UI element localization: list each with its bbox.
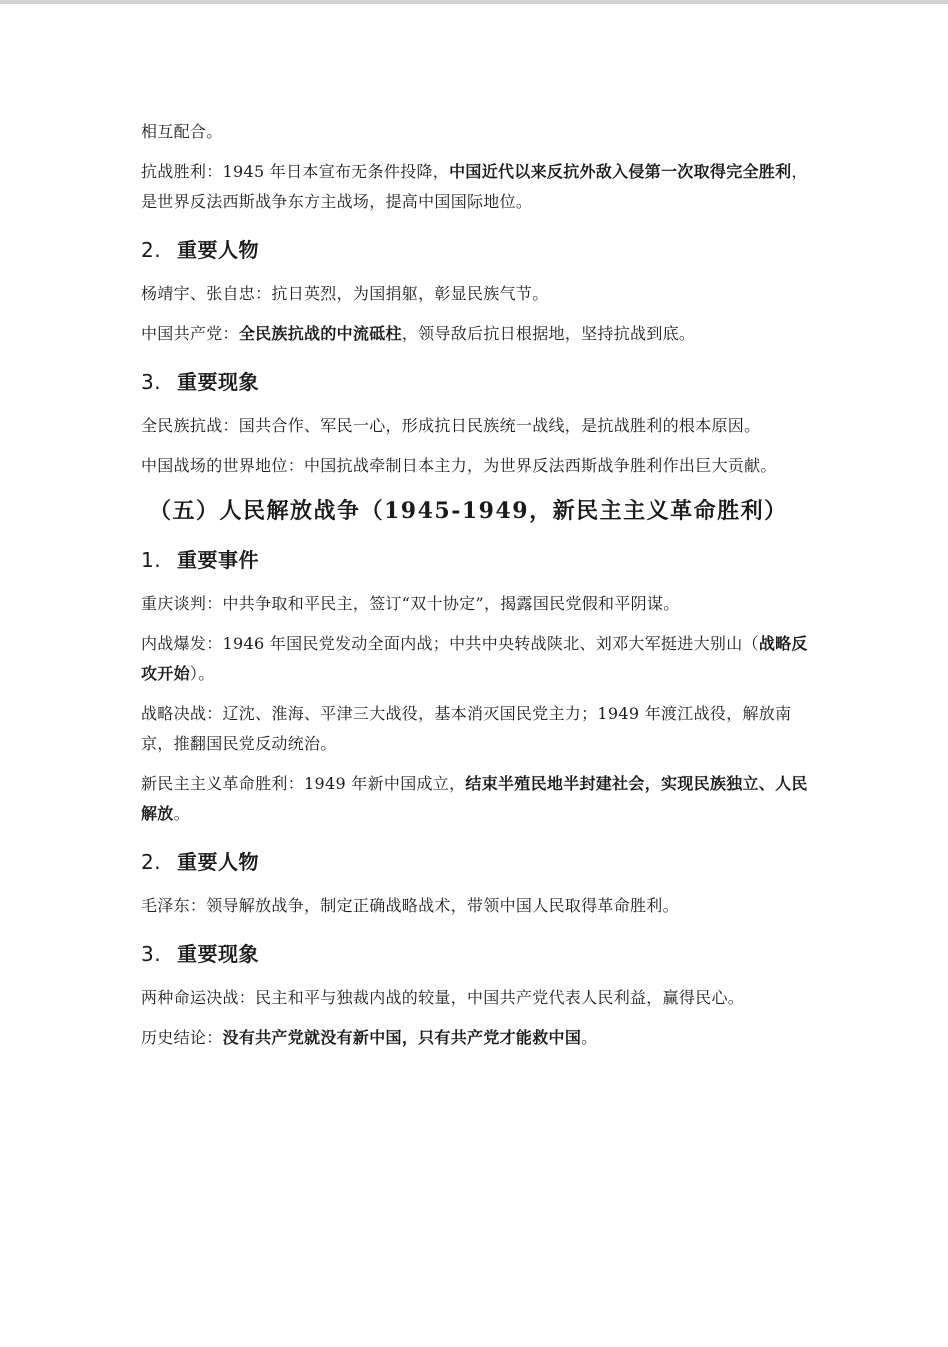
text-run: ）。 [189, 664, 215, 683]
paragraph [141, 983, 813, 1013]
heading-number: 3. [141, 942, 162, 966]
subsection-heading [141, 847, 813, 877]
heading-number: 2. [141, 238, 162, 262]
heading-text: 重要人物 [177, 238, 259, 262]
text-run: 新民主主义革命胜利：1949 年新中国成立， [141, 774, 466, 793]
paragraph [141, 157, 813, 217]
text-run: 中国战场的世界地位：中国抗战牵制日本主力，为世界反法西斯战争胜利作出巨大贡献。 [141, 456, 777, 475]
text-run: ，领导敌后抗日根据地，坚持抗战到底。 [401, 324, 696, 343]
heading-text: 重要人物 [177, 850, 259, 874]
subsection-heading [141, 235, 813, 265]
paragraph [141, 891, 813, 921]
paragraph [141, 451, 813, 481]
subsection-heading [141, 367, 813, 397]
text-run: 抗战胜利：1945 年日本宣布无条件投降， [141, 162, 450, 181]
text-run: 全民族抗战：国共合作、军民一心，形成抗日民族统一战线，是抗战胜利的根本原因。 [141, 416, 761, 435]
paragraph [141, 629, 813, 689]
heading-number: 1. [141, 548, 162, 572]
bold-text: 全民族抗战的中流砥柱 [238, 324, 402, 343]
page-top-edge [0, 0, 948, 4]
paragraph [141, 769, 813, 829]
paragraph [141, 1023, 813, 1053]
heading-number: 2. [141, 850, 162, 874]
paragraph [141, 117, 813, 147]
document-page [141, 117, 813, 1063]
text-run: 杨靖宇、张自忠：抗日英烈，为国捐躯，彰显民族气节。 [141, 284, 549, 303]
paragraph [141, 279, 813, 309]
paragraph [141, 699, 813, 759]
text-run: ，是世界反法西斯战争东方主战场，提高中国国际地位。 [141, 162, 808, 211]
bold-text: 没有共产党就没有新中国，只有共产党才能救中国 [222, 1028, 582, 1047]
text-run: 。 [581, 1028, 598, 1047]
heading-text: 重要现象 [177, 370, 259, 394]
subsection-heading [141, 939, 813, 969]
paragraph [141, 319, 813, 349]
heading-text: 重要事件 [177, 548, 259, 572]
text-run: 。 [173, 804, 190, 823]
text-run: 战略决战：辽沈、淮海、平津三大战役，基本消灭国民党主力；1949 年渡江战役，解放南京，推翻国民党反动统治。 [141, 704, 792, 753]
heading-text: 重要现象 [177, 942, 259, 966]
text-run: 内战爆发：1946 年国民党发动全面内战；中共中央转战陕北、刘邓大军挺进大别山（ [141, 634, 759, 653]
text-run: 中国共产党： [141, 324, 239, 343]
text-run: 毛泽东：领导解放战争，制定正确战略战术，带领中国人民取得革命胜利。 [141, 896, 679, 915]
bold-text: 中国近代以来反抗外敌入侵第一次取得完全胜利 [449, 162, 792, 181]
bold-text: 战略反攻开始 [141, 634, 808, 683]
section-heading: （五）人民解放战争（1945-1949，新民主主义革命胜利） [149, 498, 788, 524]
text-run: 两种命运决战：民主和平与独裁内战的较量，中国共产党代表人民利益，赢得民心。 [141, 988, 745, 1007]
text-run: 重庆谈判：中共争取和平民主，签订“双十协定”，揭露国民党假和平阴谋。 [141, 594, 680, 613]
heading-number: 3. [141, 370, 162, 394]
subsection-heading [141, 545, 813, 575]
text-run: 相互配合。 [141, 122, 223, 141]
paragraph [141, 411, 813, 441]
bold-text: 结束半殖民地半封建社会，实现民族独立、人民解放 [141, 774, 808, 823]
text-run: 历史结论： [141, 1028, 223, 1047]
paragraph [141, 589, 813, 619]
